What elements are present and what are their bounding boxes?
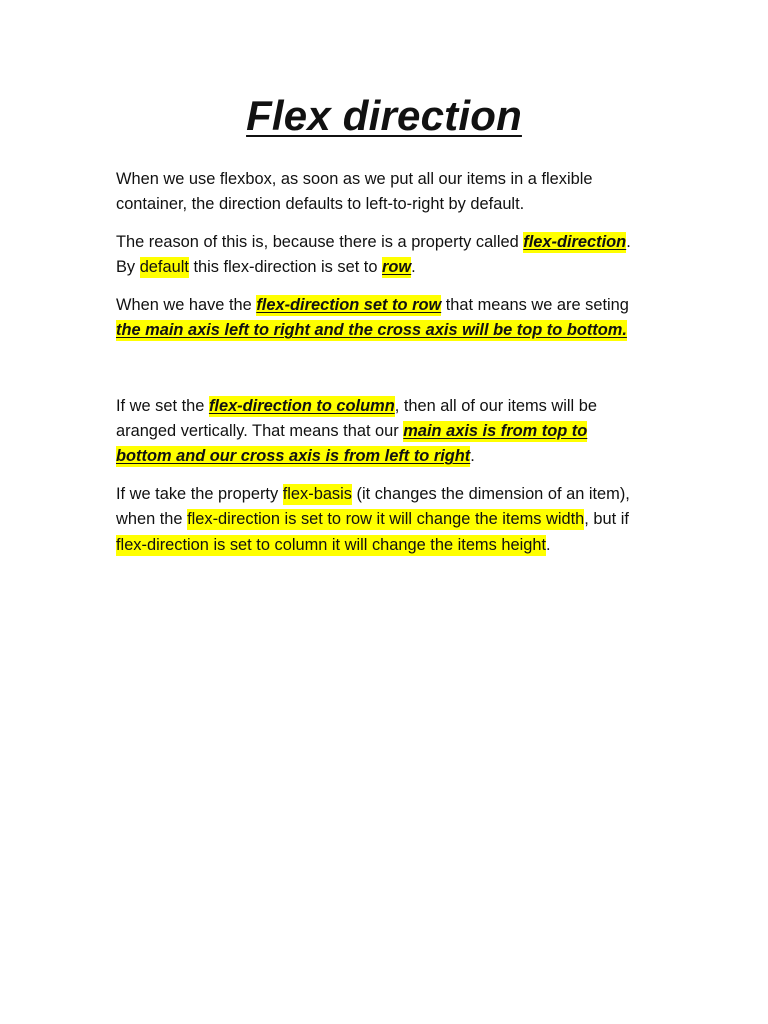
text-run: this flex-direction is set to [188,258,383,277]
text-run: . [411,258,416,277]
highlighted-phrase: main axis is from top to bottom and our cross axis is from left to right [116,422,588,466]
highlighted-term: flex-basis [282,485,352,504]
text-run: The reason of this is, because there is a property called [116,233,524,252]
highlighted-phrase: flex-direction is set to column it will change the items height [116,535,546,554]
highlighted-term: row [382,258,412,277]
text-run: that means we are seting [441,296,629,315]
highlighted-phrase: flex-direction is set to row it will change the items width [187,510,585,529]
text-run: . [470,447,475,466]
highlighted-term: flex-direction to column [208,396,395,415]
text-run: (it changes the dimension of an item), when the [116,485,630,529]
text-run: If we set the [116,396,209,415]
text-run: If we take the property [116,485,283,504]
paragraph-4 [116,394,646,470]
paragraph-3 [116,293,646,344]
highlighted-term: flex-direction set to row [256,296,442,315]
document-body [116,167,646,571]
highlighted-phrase: the main axis left to right and the cross axis will be top to bottom. [116,321,627,340]
paragraph-5 [116,482,646,558]
document-title: Flex direction [246,92,522,139]
text-run: , then all of our items will be aranged vertically. That means that our [116,396,597,441]
text-run: , but if [584,510,629,529]
highlighted-term: flex-direction [523,233,627,252]
paragraph-2 [116,230,646,281]
text-run: When we have the [116,296,257,315]
highlighted-term: default [139,258,189,277]
text-run: . By [116,233,631,277]
text-run: . [546,535,551,554]
text-run: When we use flexbox, as soon as we put all our items in a flexible container, the direction defaults to left-to-right by default. [116,170,593,214]
paragraph-1 [116,167,646,218]
